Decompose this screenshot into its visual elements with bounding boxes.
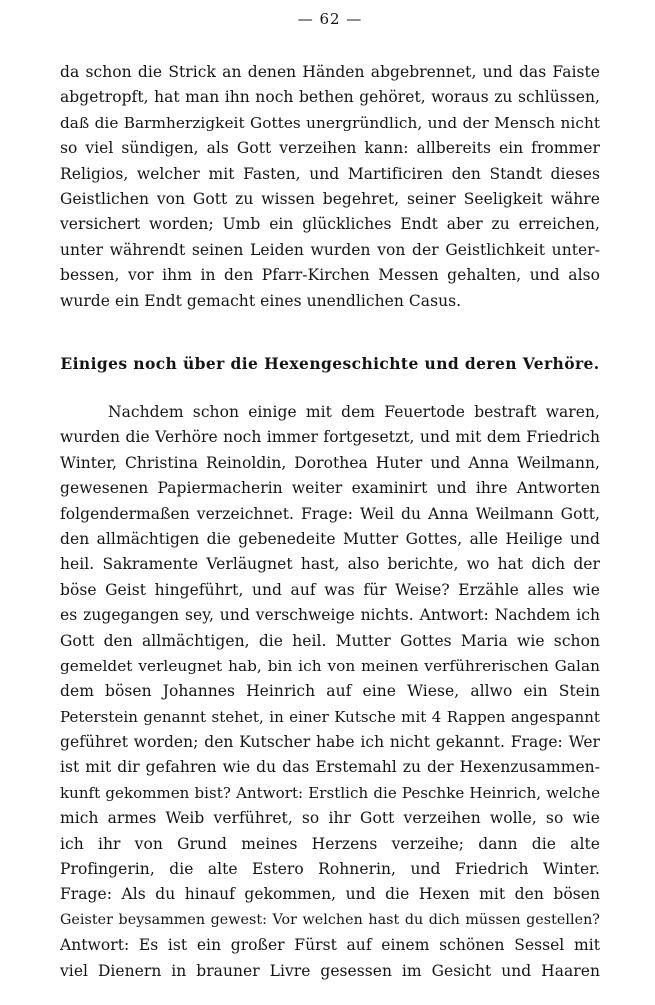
- text-line: Nachdem schon einige mit dem Feuertode bestraft waren,: [108, 403, 600, 421]
- text-line: den allmächtigen die gebenedeite Mutter Gottes, alle Heilige und: [60, 529, 600, 548]
- text-line: Religios, welcher mit Fasten, und Martificiren den Standt dieses: [60, 164, 600, 183]
- text-line: folgendermaßen verzeichnet. Frage: Weil du Anna Weilmann Gott,: [60, 504, 600, 523]
- text-line: dem bösen Johannes Heinrich auf eine Wiese, allwo ein Stein: [60, 682, 600, 701]
- text-line: Geistlichen von Gott zu wissen begehret, seiner Seeligkeit währe: [60, 189, 600, 208]
- text-line: bessen, vor ihm in den Pfarr-Kirchen Messen gehalten, und also: [60, 266, 600, 285]
- text-line: Peterstein genannt stehet, in einer Kutsche mit 4 Rappen angespannt: [60, 707, 600, 726]
- section-heading: Einiges noch über die Hexengeschichte und deren Verhöre.: [60, 354, 600, 373]
- text-line: Profingerin, die alte Estero Rohnerin, und Friedrich Winter.: [60, 860, 600, 879]
- text-line: Gott den allmächtigen, die heil. Mutter Gottes Maria wie schon: [60, 631, 600, 650]
- text-line: versichert worden; Umb ein glückliches Endt aber zu erreichen,: [60, 215, 600, 234]
- page-number: — 62 —: [297, 10, 363, 28]
- text-line: viel Dienern in brauner Livre gesessen im Gesicht und Haaren: [60, 961, 600, 980]
- text-line: gemeldet verleugnet hab, bin ich von meinen verführerischen Galan: [60, 656, 600, 675]
- paragraph-interrogation: [60, 400, 600, 984]
- text-line: so viel sündigen, als Gott verzeihen kann: allbereits ein frommer: [60, 139, 600, 158]
- text-line: ist mit dir gefahren wie du das Erstemahl zu der Hexenzusammen-: [60, 758, 600, 777]
- text-line: heil. Sakramente Verläugnet hast, also berichte, wo hat dich der: [60, 555, 600, 574]
- text-line: wurden die Verhöre noch immer fortgesetzt, und mit dem Friedrich: [60, 428, 600, 447]
- text-line: geführet worden; den Kutscher habe ich nicht gekannt. Frage: Wer: [60, 733, 600, 752]
- text-line: gewesenen Papiermacherin weiter examinirt und ihre Antworten: [60, 479, 600, 498]
- text-line: es zugegangen sey, und verschweige nichts. Antwort: Nachdem ich: [60, 606, 600, 625]
- text-line: wurde ein Endt gemacht eines unendlichen Casus.: [60, 291, 462, 310]
- text-line: da schon die Strick an denen Händen abgebrennet, und das Faiste: [60, 63, 600, 81]
- text-line: Frage: Als du hinauf gekommen, und die Hexen mit den bösen: [60, 885, 600, 904]
- text-line: mich armes Weib verführet, so ihr Gott verzeihen wolle, so wie: [60, 809, 600, 828]
- text-line: unter währendt seinen Leiden wurden von der Geistlichkeit unter-: [60, 240, 600, 259]
- text-line: daß die Barmherzigkeit Gottes unergründlich, und der Mensch nicht: [60, 113, 600, 132]
- text-line: kunft gekommen bist? Antwort: Erstlich die Peschke Heinrich, welche: [60, 783, 600, 802]
- text-line: Antwort: Es ist ein großer Fürst auf einem schönen Sessel mit: [60, 936, 600, 955]
- paragraph-continuation: [60, 60, 600, 314]
- text-line: abgetropft, hat man ihn noch bethen gehöret, woraus zu schlüssen,: [60, 88, 600, 107]
- text-line: Winter, Christina Reinoldin, Dorothea Huter und Anna Weilmann,: [60, 453, 600, 472]
- text-line: böse Geist hingeführt, und auf was für Weise? Erzähle alles wie: [60, 580, 600, 599]
- text-line: ich ihr von Grund meines Herzens verzeihe; dann die alte: [60, 834, 600, 853]
- text-line: Geister beysammen gewest: Vor welchen hast du dich müssen gestellen?: [60, 911, 600, 928]
